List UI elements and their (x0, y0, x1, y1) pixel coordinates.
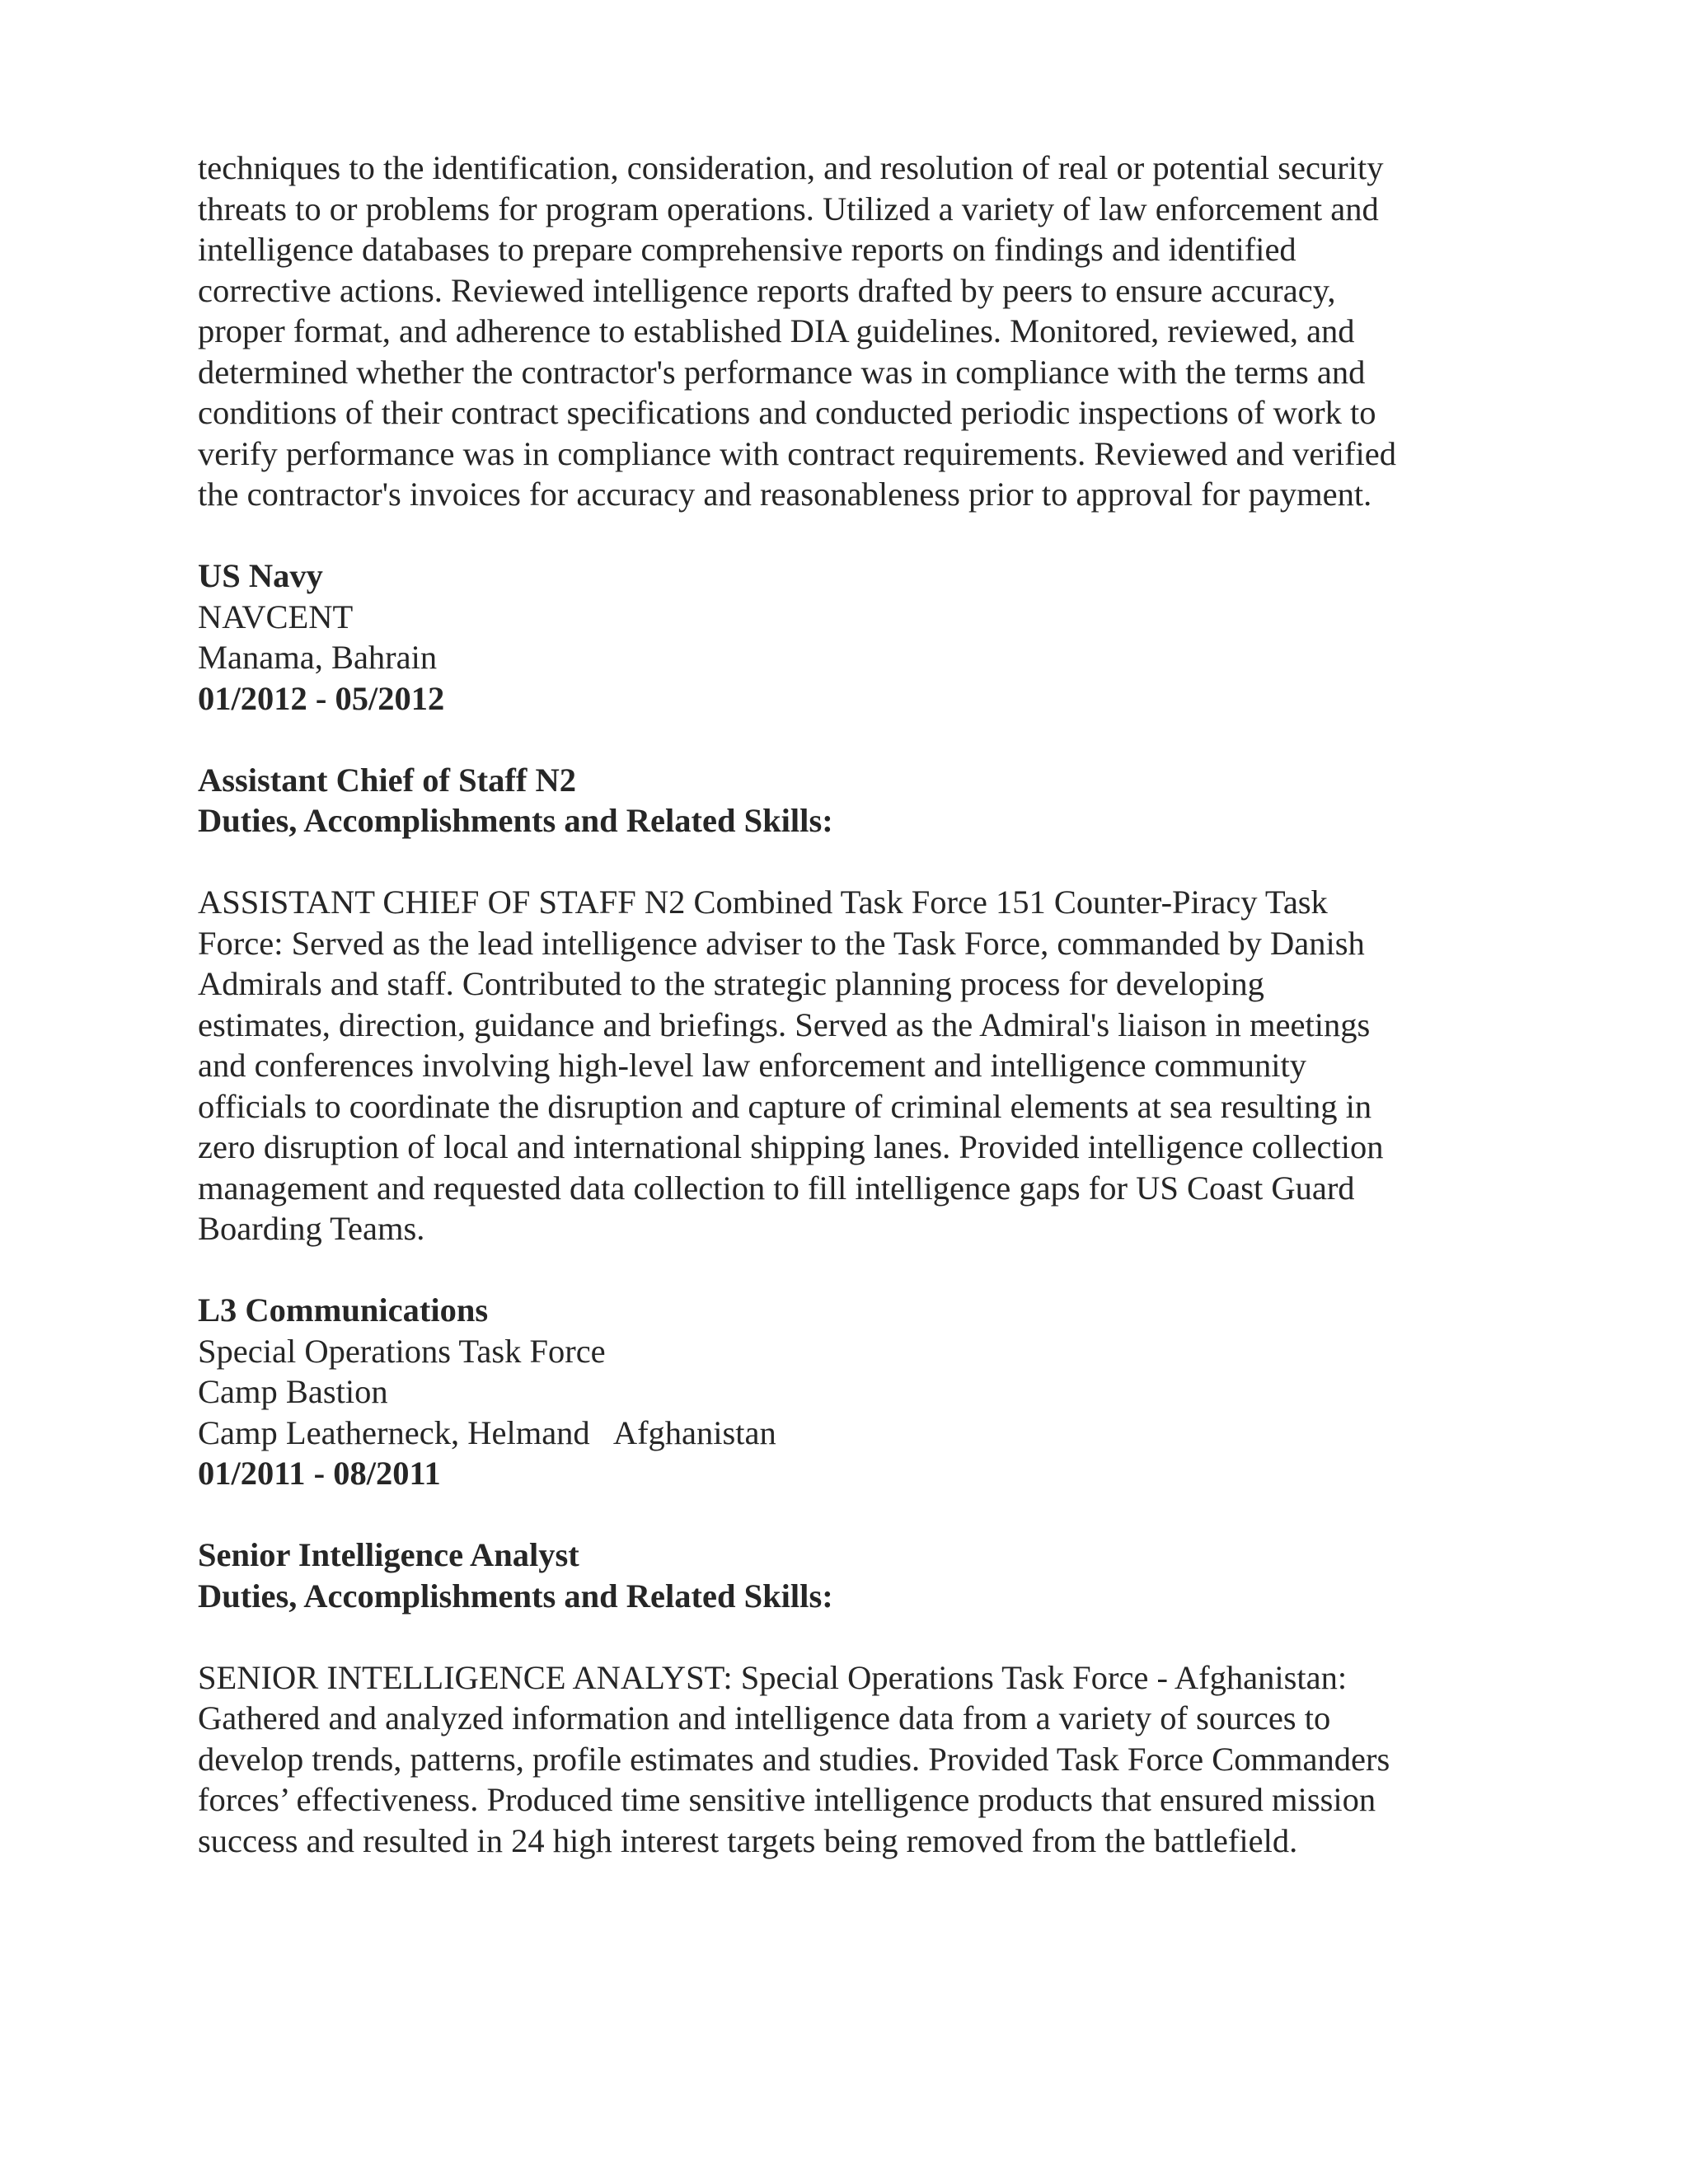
description-line: zero disruption of local and international shipping lanes. Provided intelligence collection (198, 1128, 1384, 1165)
description-line: SENIOR INTELLIGENCE ANALYST: Special Operations Task Force - Afghanistan: (198, 1658, 1348, 1696)
employer-name: US Navy (198, 557, 323, 594)
intro-paragraph (198, 148, 1533, 515)
intro-line: the contractor's invoices for accuracy and reasonableness prior to approval for payment. (198, 476, 1372, 513)
duties-heading: Duties, Accomplishments and Related Skills: (198, 1577, 833, 1615)
intro-line: intelligence databases to prepare comprehensive reports on findings and identified (198, 231, 1296, 268)
description-line: estimates, direction, guidance and briefings. Served as the Admiral's liaison in meetings (198, 1005, 1371, 1043)
employer-detail: Special Operations Task Force (198, 1332, 606, 1370)
employer-location: Camp Leatherneck, Helmand Afghanistan (198, 1413, 776, 1451)
intro-line: conditions of their contract specifications and conducted periodic inspections of work to (198, 394, 1376, 431)
job-description (198, 1657, 1533, 1862)
employment-dates: 01/2012 - 05/2012 (198, 679, 445, 717)
job-title: Assistant Chief of Staff N2 (198, 761, 576, 799)
job-title: Senior Intelligence Analyst (198, 1536, 579, 1573)
spacer (198, 515, 1533, 556)
intro-line: proper format, and adherence to established DIA guidelines. Monitored, reviewed, and (198, 312, 1355, 349)
spacer (198, 1249, 1533, 1291)
intro-line: corrective actions. Reviewed intelligence reports drafted by peers to ensure accuracy, (198, 271, 1336, 309)
description-line: Force: Served as the lead intelligence adviser to the Task Force, commanded by Danish (198, 924, 1365, 962)
spacer (198, 841, 1533, 883)
job-entry-l3-communications (198, 1290, 1533, 1861)
description-line: and conferences involving high-level law enforcement and intelligence community (198, 1047, 1307, 1084)
resume-page (198, 148, 1533, 1861)
description-line: Gathered and analyzed information and intelligence data from a variety of sources to (198, 1699, 1331, 1736)
employment-dates: 01/2011 - 08/2011 (198, 1455, 441, 1492)
description-line: ASSISTANT CHIEF OF STAFF N2 Combined Task Force 151 Counter-Piracy Task (198, 883, 1328, 921)
employer-detail: Camp Bastion (198, 1373, 388, 1410)
job-entry-us-navy (198, 555, 1533, 1249)
description-line: Boarding Teams. (198, 1210, 425, 1247)
duties-heading: Duties, Accomplishments and Related Skills: (198, 802, 833, 839)
description-line: success and resulted in 24 high interest targets being removed from the battlefield. (198, 1821, 1298, 1859)
spacer (198, 1494, 1533, 1535)
employer-location: Manama, Bahrain (198, 639, 438, 676)
spacer (198, 1616, 1533, 1657)
description-line: management and requested data collection to fill intelligence gaps for US Coast Guard (198, 1169, 1355, 1207)
employer-name: L3 Communications (198, 1291, 489, 1329)
intro-line: verify performance was in compliance with contract requirements. Reviewed and verified (198, 434, 1397, 472)
description-line: develop trends, patterns, profile estimates and studies. Provided Task Force Commanders (198, 1740, 1390, 1778)
description-line: officials to coordinate the disruption and capture of criminal elements at sea resulting in (198, 1087, 1372, 1125)
intro-line: determined whether the contractor's performance was in compliance with the terms and (198, 353, 1366, 391)
intro-line: threats to or problems for program operations. Utilized a variety of law enforcement and (198, 190, 1379, 227)
employer-detail: NAVCENT (198, 598, 354, 635)
description-line: Admirals and staff. Contributed to the strategic planning process for developing (198, 965, 1264, 1002)
description-line: forces’ effectiveness. Produced time sensitive intelligence products that ensured mission (198, 1781, 1376, 1818)
job-description (198, 882, 1533, 1249)
spacer (198, 719, 1533, 760)
intro-line: techniques to the identification, consideration, and resolution of real or potential security (198, 149, 1384, 186)
